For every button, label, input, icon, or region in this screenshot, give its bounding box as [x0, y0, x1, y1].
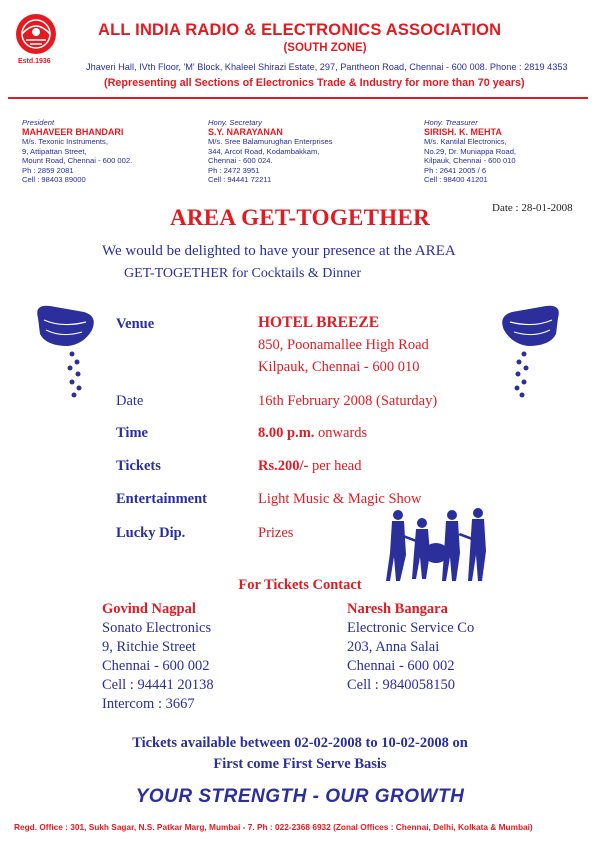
contact-name: Govind Nagpal [102, 601, 196, 617]
venue-address-line-2: Kilpauk, Chennai - 600 010 [258, 359, 420, 375]
bearer-line: M/s. Kantilal Electronics, [424, 137, 507, 146]
ticket-note-line-2: First come First Serve Basis [213, 756, 387, 772]
price-suffix: per head [308, 458, 362, 474]
music-band-icon [384, 505, 494, 583]
lucky-dip-label: Lucky Dip. [116, 525, 186, 541]
bearer-line: Chennai - 600 024. [208, 156, 273, 165]
office-bearer-secretary [208, 118, 333, 185]
bearer-line: Ph : 2641 2005 / 6 [424, 165, 487, 175]
tagline: (Representing all Sections of Electronics Trade & Industry for more than 70 years) [104, 77, 525, 89]
entertainment-label: Entertainment [116, 491, 208, 507]
intro-line-1: We would be delighted to have your presence at the AREA [102, 243, 456, 259]
venue-name: HOTEL BREEZE [258, 314, 380, 331]
contact-line: Intercom : 3667 [102, 696, 195, 712]
bearer-line: 9, Attipattan Street, [22, 146, 87, 156]
contact-line: Electronic Service Co [347, 620, 475, 636]
time-label: Time [116, 425, 148, 441]
bearer-line: No.29, Dr. Muniappa Road, [424, 146, 517, 156]
bearer-line: Kilpauk, Chennai - 600 010 [424, 156, 516, 165]
intro-line-2: GET-TOGETHER for Cocktails & Dinner [124, 266, 362, 281]
bearer-line: Cell : 98403 89000 [22, 175, 86, 184]
contact-left [102, 600, 214, 714]
bearer-name: MAHAVEER BHANDARI [22, 126, 124, 137]
office-bearer-president [22, 118, 132, 185]
contact-right [347, 600, 474, 695]
bearer-line: M/s. Sree Balamurughan Enterprises [208, 137, 333, 146]
contact-line: Sonato Electronics [102, 620, 212, 636]
header-divider [8, 97, 588, 99]
contact-line: Chennai - 600 002 [102, 658, 210, 674]
bearer-role: Hony. Secretary [208, 118, 262, 127]
date-label: Date [116, 393, 144, 409]
contacts-title: For Tickets Contact [238, 577, 362, 593]
zone: (SOUTH ZONE) [283, 42, 367, 54]
tickets-label: Tickets [116, 458, 161, 474]
footer-office-address: Regd. Office : 301, Sukh Sagar, N.S. Patkar Marg, Mumbai - 7. Ph : 022-2368 6932 (Zonal Offices : Chennai, Delhi, Kolkata & Mumbai) [14, 822, 533, 832]
bearer-name: SIRISH. K. MEHTA [424, 126, 502, 137]
ticket-availability-note [0, 733, 600, 775]
bearer-line: Cell : 98400 41201 [424, 175, 488, 184]
logo-established: Estd.1936 [18, 58, 51, 65]
contact-line: Cell : 9840058150 [347, 677, 455, 693]
org-address: Jhaveri Hall, IVth Floor, 'M' Block, Khaleel Shirazi Estate, 297, Pantheon Road, Chennai - 600 008. Phone : 2819 4353 [86, 62, 568, 72]
office-bearer-treasurer [424, 118, 516, 185]
issue-date: Date : 28-01-2008 [492, 202, 573, 214]
pouring-pot-right-icon [494, 300, 564, 400]
lucky-dip-value: Prizes [258, 525, 294, 541]
event-date: 16th February 2008 (Saturday) [258, 393, 438, 409]
bearer-line: M/s. Texonic Instruments, [22, 137, 108, 146]
entertainment-value: Light Music & Magic Show [258, 491, 422, 507]
event-time [258, 425, 367, 442]
time-value: 8.00 p.m. [258, 425, 315, 441]
contact-name: Naresh Bangara [347, 601, 448, 617]
association-logo [14, 12, 58, 70]
bearer-role: Hony. Treasurer [424, 118, 478, 127]
venue-address-line-1: 850, Poonamallee High Road [258, 337, 429, 353]
bearer-role: President [22, 118, 55, 127]
bearer-name: S.Y. NARAYANAN [208, 126, 283, 137]
bearer-line: Ph : 2472 3951 [208, 165, 260, 175]
bearer-line: Ph : 2859 2081 [22, 165, 74, 175]
contact-line: 9, Ritchie Street [102, 639, 196, 655]
bearer-line: Mount Road, Chennai - 600 002. [22, 156, 133, 165]
bearer-line: Cell : 94441 72211 [208, 175, 272, 184]
time-suffix: onwards [314, 425, 368, 441]
contact-line: 203, Anna Salai [347, 639, 440, 655]
org-name: ALL INDIA RADIO & ELECTRONICS ASSOCIATION [98, 21, 502, 39]
price-value: Rs.200/- [258, 458, 309, 474]
contact-line: Cell : 94441 20138 [102, 677, 214, 693]
ticket-price [258, 458, 362, 475]
slogan: YOUR STRENGTH - OUR GROWTH [135, 786, 465, 807]
contact-line: Chennai - 600 002 [347, 658, 455, 674]
pouring-pot-left-icon [32, 300, 102, 400]
ticket-note-line-1: Tickets available between 02-02-2008 to 10-02-2008 on [132, 735, 468, 751]
bearer-line: 344, Arcot Road, Kodambakkam, [208, 146, 320, 156]
venue-label: Venue [116, 316, 155, 332]
event-title: AREA GET-TOGETHER [169, 205, 431, 230]
